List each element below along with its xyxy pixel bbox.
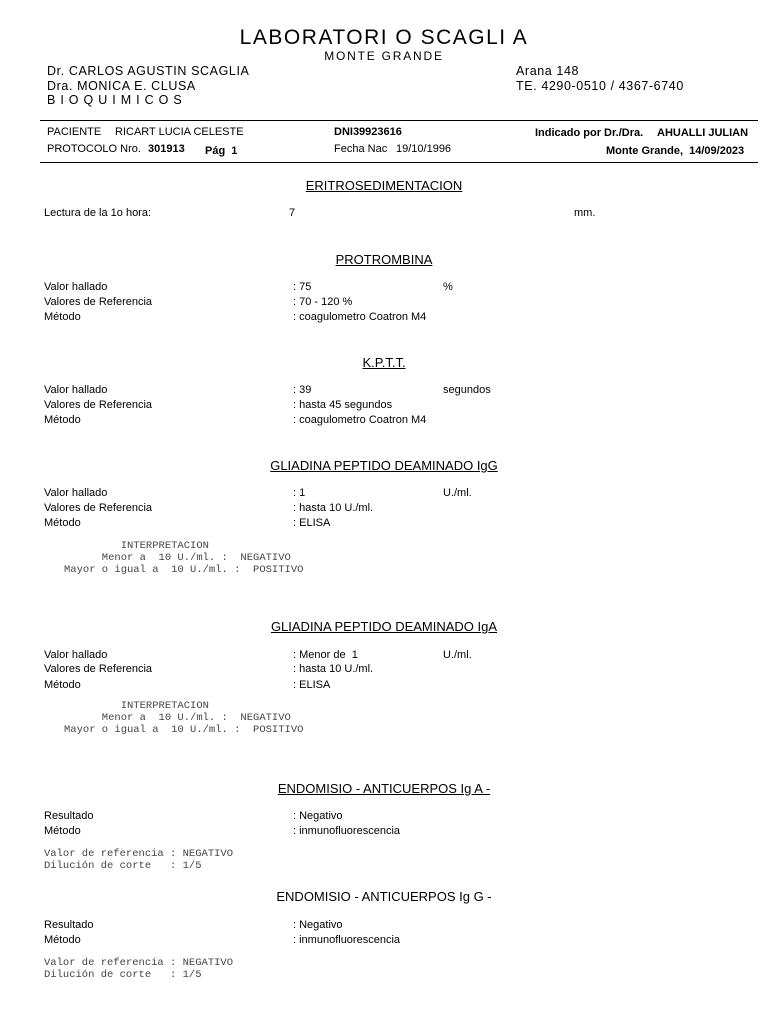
section-title-endomisio-igg: ENDOMISIO - ANTICUERPOS Ig G - — [276, 889, 492, 904]
eritro-label: Lectura de la 1o hora: — [44, 207, 152, 219]
protro-label-1: Valores de Referencia — [44, 296, 153, 308]
endo-g-ref-0: Valor de referencia : NEGATIVO — [44, 957, 234, 969]
page-number: Pág 1 — [205, 145, 238, 157]
protro-value-2: : coagulometro Coatron M4 — [293, 311, 427, 323]
endo-g-label-1: Método — [44, 934, 81, 946]
protocol-number: 301913 — [148, 143, 185, 155]
lab-city: MONTE GRANDE — [324, 49, 444, 63]
section-title-protrombina: PROTROMBINA — [335, 252, 433, 267]
endo-g-value-1: : inmunofluorescencia — [293, 934, 401, 946]
iga-label-1: Valores de Referencia — [44, 663, 153, 675]
igg-value-2: : ELISA — [293, 517, 331, 529]
kptt-label-1: Valores de Referencia — [44, 399, 153, 411]
iga-interp-2: Mayor o igual a 10 U./ml. : POSITIVO — [64, 724, 304, 736]
section-title-kptt: K.P.T.T. — [362, 355, 406, 370]
endo-a-label-0: Resultado — [44, 810, 94, 822]
doctor-2: Dra. MONICA E. CLUSA — [47, 79, 196, 93]
endo-a-value-1: : inmunofluorescencia — [293, 825, 401, 837]
iga-interp-0: INTERPRETACION — [64, 700, 209, 712]
igg-label-1: Valores de Referencia — [44, 502, 153, 514]
endo-a-ref-1: Dilución de corte : 1/5 — [44, 860, 202, 872]
patient-box-bottom-rule — [40, 162, 758, 163]
kptt-value-0: : 39 — [293, 384, 312, 396]
patient-box-top-rule — [40, 120, 758, 121]
kptt-value-2: : coagulometro Coatron M4 — [293, 414, 427, 426]
endo-g-ref-1: Dilución de corte : 1/5 — [44, 969, 202, 981]
protro-unit-0: % — [443, 281, 453, 293]
iga-label-0: Valor hallado — [44, 649, 108, 661]
referrer-label: Indicado por Dr./Dra. — [535, 127, 644, 139]
doctor-1: Dr. CARLOS AGUSTIN SCAGLIA — [47, 64, 250, 78]
igg-value-0: : 1 — [293, 487, 306, 499]
lab-address: Arana 148 — [516, 64, 580, 78]
kptt-label-2: Método — [44, 414, 81, 426]
kptt-label-0: Valor hallado — [44, 384, 108, 396]
profession: BIOQUIMICOS — [47, 93, 187, 107]
iga-value-1: : hasta 10 U./ml. — [293, 663, 374, 675]
section-title-gliadina-iga: GLIADINA PEPTIDO DEAMINADO IgA — [270, 619, 498, 634]
birth-date: 19/10/1996 — [396, 143, 452, 155]
iga-value-0: : Menor de 1 — [293, 649, 358, 661]
kptt-unit-0: segundos — [443, 384, 491, 396]
endo-g-value-0: : Negativo — [293, 919, 343, 931]
eritro-unit: mm. — [574, 207, 596, 219]
referrer-name: AHUALLI JULIAN — [657, 127, 749, 139]
place-date: Monte Grande, 14/09/2023 — [606, 145, 745, 157]
section-title-gliadina-igg: GLIADINA PEPTIDO DEAMINADO IgG — [270, 458, 498, 473]
igg-unit-0: U./ml. — [443, 487, 472, 499]
eritro-value: 7 — [289, 207, 296, 219]
igg-label-2: Método — [44, 517, 81, 529]
igg-label-0: Valor hallado — [44, 487, 108, 499]
patient-dni: DNI39923616 — [334, 126, 402, 138]
endo-g-label-0: Resultado — [44, 919, 94, 931]
igg-value-1: : hasta 10 U./ml. — [293, 502, 374, 514]
protro-value-0: : 75 — [293, 281, 312, 293]
endo-a-ref-0: Valor de referencia : NEGATIVO — [44, 848, 234, 860]
lab-phone: TE. 4290-0510 / 4367-6740 — [516, 79, 684, 93]
patient-name: RICART LUCIA CELESTE — [115, 126, 244, 138]
iga-label-2: Método — [44, 679, 81, 691]
birth-label: Fecha Nac — [334, 143, 388, 155]
igg-interp-0: INTERPRETACION — [64, 540, 209, 552]
section-title-eritro: ERITROSEDIMENTACION — [305, 178, 463, 193]
kptt-value-1: : hasta 45 segundos — [293, 399, 393, 411]
iga-unit-0: U./ml. — [443, 649, 472, 661]
igg-interp-2: Mayor o igual a 10 U./ml. : POSITIVO — [64, 564, 304, 576]
endo-a-value-0: : Negativo — [293, 810, 343, 822]
protocol-label: PROTOCOLO Nro. — [47, 143, 141, 155]
iga-value-2: : ELISA — [293, 679, 331, 691]
patient-name-label: PACIENTE — [47, 126, 102, 138]
igg-interp-1: Menor a 10 U./ml. : NEGATIVO — [64, 552, 291, 564]
lab-name: LABORATORI O SCAGLI A — [239, 26, 529, 49]
protro-label-2: Método — [44, 311, 81, 323]
protro-value-1: : 70 - 120 % — [293, 296, 353, 308]
section-title-endomisio-iga: ENDOMISIO - ANTICUERPOS Ig A - — [277, 781, 491, 796]
iga-interp-1: Menor a 10 U./ml. : NEGATIVO — [64, 712, 291, 724]
protro-label-0: Valor hallado — [44, 281, 108, 293]
endo-a-label-1: Método — [44, 825, 81, 837]
